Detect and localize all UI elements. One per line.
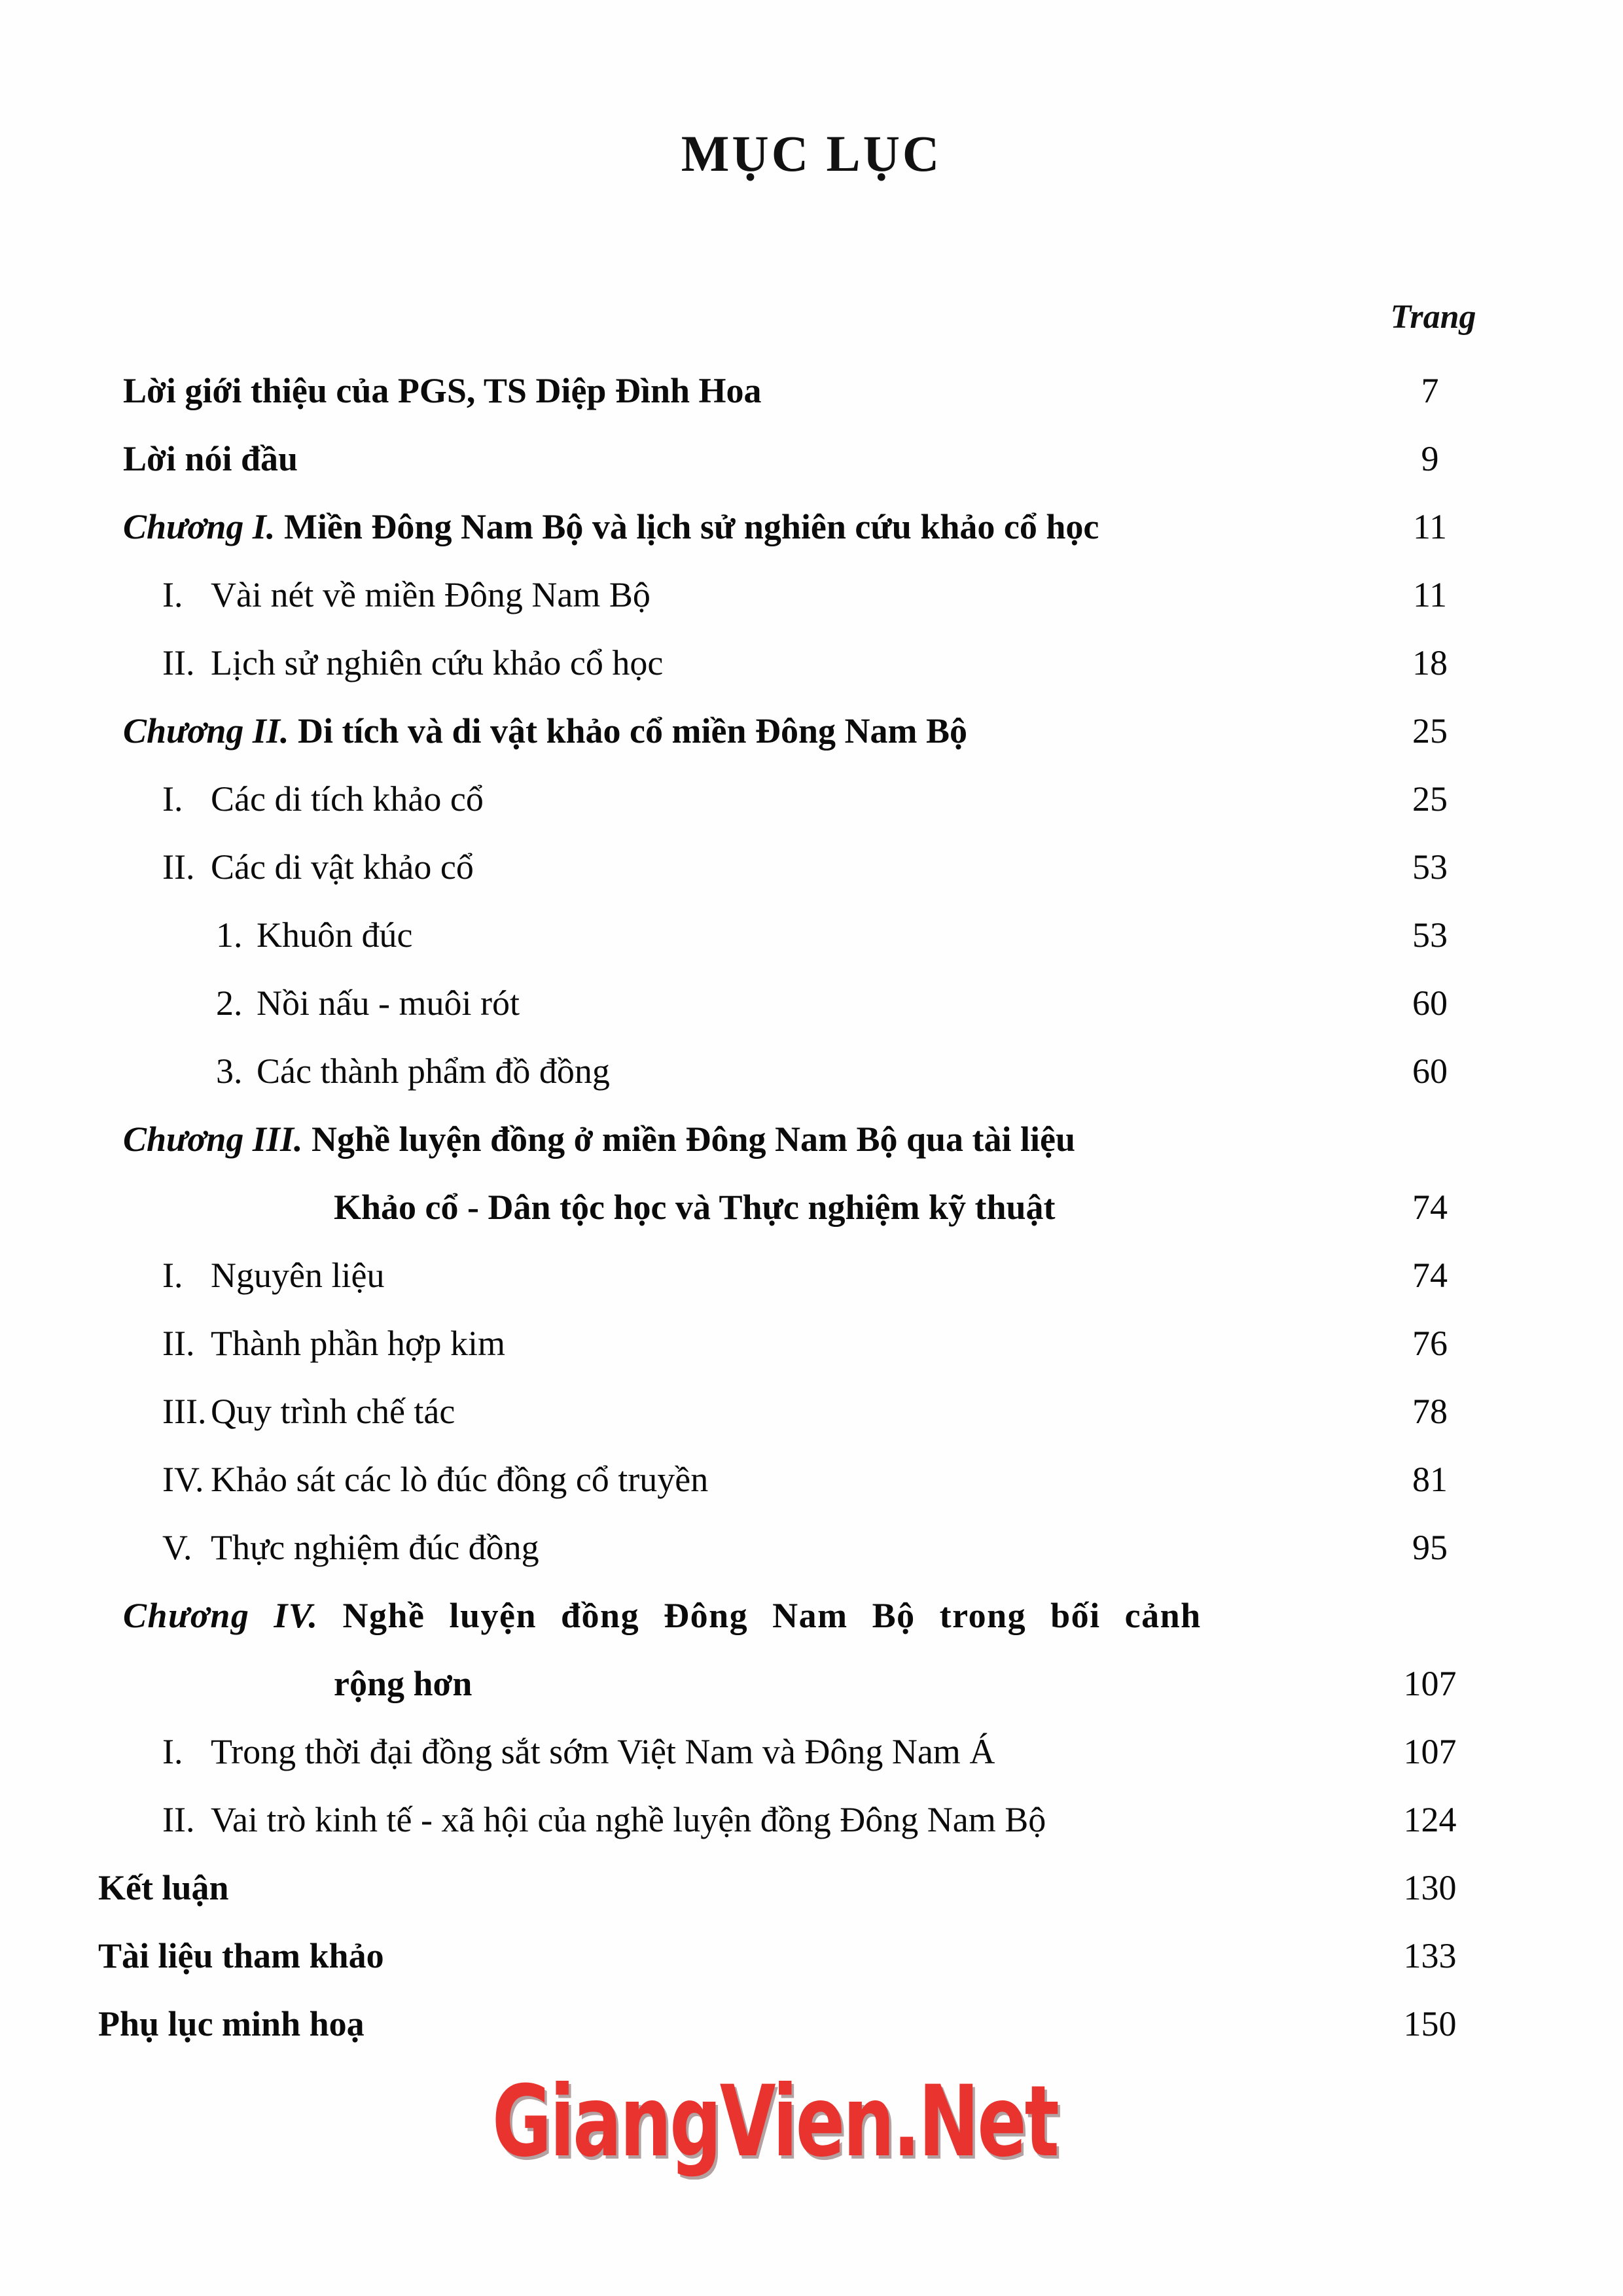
toc-entry-label [162,833,474,901]
toc-entry-label [162,1309,505,1377]
toc-entry-label [162,1241,384,1309]
page-column-header: Trang [1390,298,1476,336]
section-numeral: V. [162,1527,192,1567]
toc-entry-label [162,1786,1046,1854]
toc-entry-chuong-4-line2[interactable] [0,1650,1623,1718]
chapter-title-continuation: rộng hơn [334,1663,473,1703]
subsection-title: Nồi nấu - muôi rót [257,983,520,1023]
chapter-number: Chương III. [123,1119,303,1159]
toc-entry-chuong-2-ii-2[interactable] [0,969,1623,1037]
toc-entry-label: Phụ lục minh hoạ [98,2004,365,2043]
section-title: Thành phần hợp kim [211,1323,505,1363]
toc-entry-page: 18 [1412,643,1448,682]
toc-entry-chuong-2-ii-3[interactable] [0,1037,1623,1105]
toc-entry-chuong-3-ii[interactable] [0,1309,1623,1377]
section-title: Vài nét về miền Đông Nam Bộ [211,574,651,614]
toc-entry-page: 9 [1421,439,1439,478]
section-numeral: II. [162,643,195,682]
toc-entry-label [162,1513,539,1581]
toc-entry-label: Kết luận [98,1867,229,1907]
section-title: Quy trình chế tác [211,1391,455,1431]
chapter-number: Chương IV. [123,1595,319,1635]
toc-entry-page: 130 [1403,1868,1457,1907]
section-numeral: IV. [162,1459,204,1499]
toc-entry-label [123,493,1099,561]
toc-entry-page: 74 [1412,1188,1448,1227]
toc-entry-chuong-4-ii[interactable] [0,1786,1623,1854]
section-numeral: II. [162,1323,195,1363]
toc-entry-page: 11 [1413,575,1447,614]
toc-entry-chuong-1-ii[interactable] [0,629,1623,697]
toc-entry-label [123,697,967,765]
toc-entry-label [162,561,651,629]
toc-entry-page: 25 [1412,711,1448,751]
toc-entry-chuong-2-ii[interactable] [0,833,1623,901]
toc-entry-page: 11 [1413,507,1447,546]
section-title: Lịch sử nghiên cứu khảo cổ học [211,643,664,682]
section-title: Các di vật khảo cổ [211,847,474,887]
toc-entry-chuong-3-iii[interactable] [0,1377,1623,1445]
table-of-contents [0,357,1623,2058]
toc-entry-page: 60 [1412,1051,1448,1091]
toc-entry-label: Lời nói đầu [123,438,298,478]
subsection-numeral: 1. [216,915,243,955]
section-title: Khảo sát các lò đúc đồng cổ truyền [211,1459,709,1499]
toc-entry-page: 53 [1412,915,1448,955]
toc-entry-chuong-3-iv[interactable] [0,1445,1623,1513]
toc-entry-page: 25 [1412,779,1448,819]
section-numeral: II. [162,1799,195,1839]
toc-entry-chuong-3-line2[interactable] [0,1173,1623,1241]
toc-entry-tai-lieu-tham-khao[interactable] [0,1922,1623,1990]
toc-entry-page: 7 [1421,371,1439,410]
section-numeral: I. [162,779,183,819]
toc-entry-chuong-2-i[interactable] [0,765,1623,833]
toc-entry-chuong-2[interactable] [0,697,1623,765]
toc-entry-label [123,1581,1202,1650]
toc-entry-chuong-4-line1[interactable] [0,1581,1623,1650]
toc-entry-chuong-3-v[interactable] [0,1513,1623,1581]
section-numeral: III. [162,1391,207,1431]
toc-entry-page: 53 [1412,847,1448,887]
toc-entry-page: 78 [1412,1392,1448,1431]
section-title: Thực nghiệm đúc đồng [211,1527,539,1567]
page-title: MỤC LỤC [681,125,942,182]
toc-entry-label [162,1445,708,1513]
toc-entry-page: 74 [1412,1256,1448,1295]
toc-entry-chuong-3-line1[interactable] [0,1105,1623,1173]
toc-entry-page: 133 [1403,1936,1457,1975]
toc-entry-chuong-1-i[interactable] [0,561,1623,629]
toc-entry-label [162,1377,455,1445]
toc-entry-chuong-4-i[interactable] [0,1718,1623,1786]
toc-entry-label [162,1718,995,1786]
chapter-title: Miền Đông Nam Bộ và lịch sử nghiên cứu khảo cổ học [283,506,1099,546]
subsection-numeral: 2. [216,983,243,1023]
chapter-title: Nghề luyện đồng ở miền Đông Nam Bộ qua tài liệu [311,1119,1076,1159]
chapter-number: Chương I. [123,506,276,546]
toc-entry-page: 60 [1412,983,1448,1023]
toc-entry-label [216,1037,610,1105]
toc-entry-label [216,969,520,1037]
section-numeral: I. [162,574,183,614]
chapter-number: Chương II. [123,711,289,751]
toc-entry-chuong-3-i[interactable] [0,1241,1623,1309]
section-title: Vai trò kinh tế - xã hội của nghề luyện đồng Đông Nam Bộ [211,1799,1046,1839]
toc-entry-loi-gioi-thieu[interactable] [0,357,1623,425]
toc-entry-label: Lời giới thiệu của PGS, TS Diệp Đình Hoa [123,370,762,410]
subsection-numeral: 3. [216,1051,243,1091]
toc-entry-page: 76 [1412,1324,1448,1363]
chapter-title: Di tích và di vật khảo cổ miền Đông Nam Bộ [297,711,967,751]
toc-entry-loi-noi-dau[interactable] [0,425,1623,493]
chapter-title: Nghề luyện đồng Đông Nam Bộ trong bối cảnh [342,1595,1202,1635]
toc-entry-label [123,1105,1075,1173]
subsection-title: Các thành phẩm đồ đồng [257,1051,610,1091]
section-title: Trong thời đại đồng sắt sớm Việt Nam và Đông Nam Á [211,1731,995,1771]
toc-entry-label [162,765,484,833]
section-numeral: II. [162,847,195,887]
section-numeral: I. [162,1731,183,1771]
subsection-title: Khuôn đúc [257,915,413,955]
site-watermark: GiangVien.Net [492,2065,1058,2179]
toc-entry-label: Tài liệu tham khảo [98,1935,384,1975]
toc-entry-page: 81 [1412,1460,1448,1499]
toc-entry-page: 107 [1403,1732,1457,1771]
section-title: Nguyên liệu [211,1255,385,1295]
toc-entry-page: 95 [1412,1528,1448,1567]
toc-entry-phu-luc-minh-hoa[interactable] [0,1990,1623,2058]
toc-entry-label [216,901,412,969]
section-title: Các di tích khảo cổ [211,779,484,819]
toc-entry-ket-luan[interactable] [0,1854,1623,1922]
toc-entry-chuong-1[interactable] [0,493,1623,561]
section-numeral: I. [162,1255,183,1295]
toc-entry-page: 150 [1403,2004,1457,2043]
toc-entry-page: 107 [1403,1664,1457,1703]
chapter-title-continuation: Khảo cổ - Dân tộc học và Thực nghiệm kỹ thuật [334,1187,1056,1227]
toc-entry-label [162,629,663,697]
toc-entry-chuong-2-ii-1[interactable] [0,901,1623,969]
toc-entry-page: 124 [1403,1800,1457,1839]
